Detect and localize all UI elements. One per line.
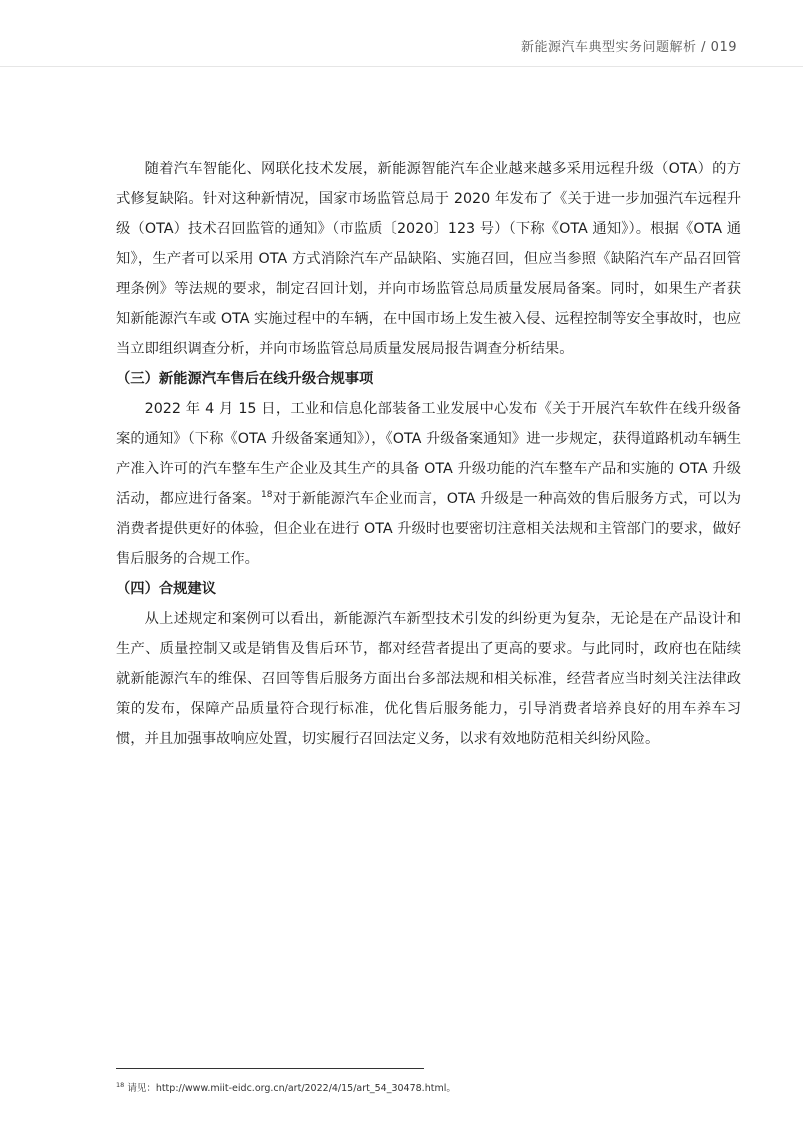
paragraph-ota-filing	[116, 394, 741, 574]
paragraph-ota-filing-part-b: 对于新能源汽车企业而言，OTA 升级是一种高效的售后服务方式，可以为消费者提供更好的体验，但企业在进行 OTA 升级时也要密切注意相关法规和主管部门的要求，做好售后服务的合规工作。	[116, 491, 742, 567]
footnote-reference[interactable]: 18	[261, 490, 273, 501]
header-divider	[0, 66, 803, 67]
paragraph-ota-filing-part-a: 2022 年 4 月 15 日，工业和信息化部装备工业发展中心发布《关于开展汽车软件在线升级备案的通知》（下称《OTA 升级备案通知》），《OTA 升级备案通知》进一步规定，获得道路机动车辆生产准入许可的汽车整车生产企业及其生产的具备 OTA 升级功能的汽车整车产品和实施的 OTA 升级活动，都应进行备案。	[116, 401, 741, 507]
footnote-number: 18	[116, 1080, 125, 1089]
running-header: 新能源汽车典型实务问题解析 / 019	[521, 40, 737, 55]
section-heading-3: （三）新能源汽车售后在线升级合规事项	[116, 371, 374, 387]
paragraph-ota-recall: 随着汽车智能化、网联化技术发展，新能源智能汽车企业越来越多采用远程升级（OTA）的方式修复缺陷。针对这种新情况，国家市场监管总局于 2020 年发布了《关于进一步加强汽车远程升级（OTA）技术召回监管的通知》（市监质〔2020〕123 号）（下称《OTA 通知》）。根据《OTA 通知》，生产者可以采用 OTA 方式消除汽车产品缺陷、实施召回，但应当参照《缺陷汽车产品召回管理条例》等法规的要求，制定召回计划，并向市场监管总局质量发展局备案。同时，如果生产者获知新能源汽车或 OTA 实施过程中的车辆，在中国市场上发生被入侵、远程控制等安全事故时，也应当立即组织调查分析，并向市场监管总局质量发展局报告调查分析结果。	[116, 161, 741, 357]
section-heading-4: （四）合规建议	[116, 581, 217, 597]
footnote	[116, 1080, 456, 1094]
footnote-divider	[116, 1068, 424, 1069]
footnote-text: 请见：http://www.miit-eidc.org.cn/art/2022/4/15/art_54_30478.html。	[127, 1083, 456, 1094]
page-body	[116, 154, 741, 754]
paragraph-compliance-advice: 从上述规定和案例可以看出，新能源汽车新型技术引发的纠纷更为复杂，无论是在产品设计和生产、质量控制又或是销售及售后环节，都对经营者提出了更高的要求。与此同时，政府也在陆续就新能源汽车的维保、召回等售后服务方面出台多部法规和相关标准，经营者应当时刻关注法律政策的发布，保障产品质量符合现行标准，优化售后服务能力，引导消费者培养良好的用车养车习惯，并且加强事故响应处置，切实履行召回法定义务，以求有效地防范相关纠纷风险。	[116, 611, 741, 747]
